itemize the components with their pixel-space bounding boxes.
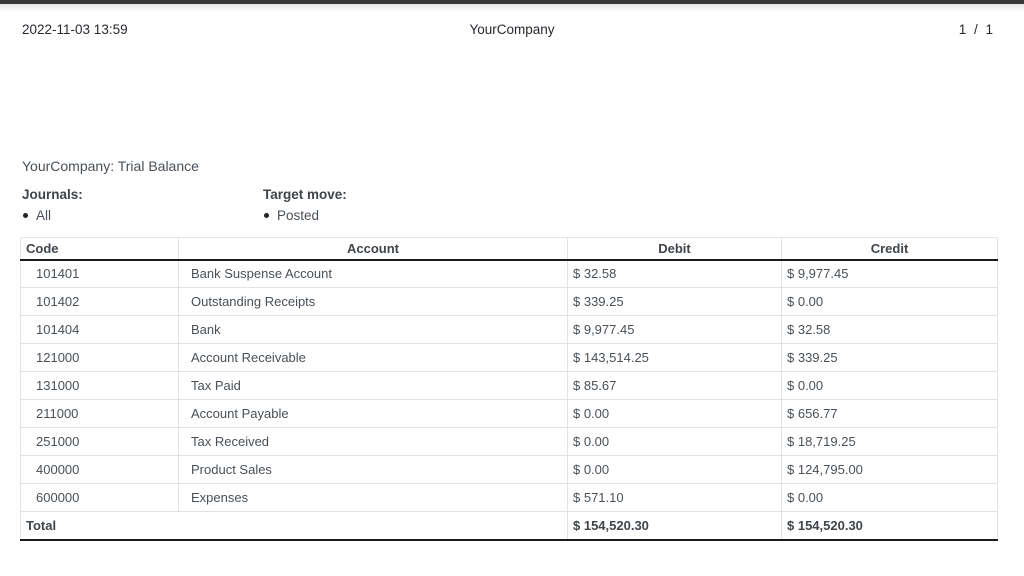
company-name-header: YourCompany xyxy=(469,22,555,37)
table-row xyxy=(21,260,998,288)
cell-code: 121000 xyxy=(21,344,179,372)
journals-filter xyxy=(22,187,263,223)
journals-value: All xyxy=(36,208,52,223)
table-row xyxy=(21,316,998,344)
report-print-datetime: 2022-11-03 13:59 xyxy=(22,22,128,37)
table-row xyxy=(21,456,998,484)
viewport-top-bar-shadow xyxy=(0,4,1024,12)
cell-account: Product Sales xyxy=(179,456,568,484)
table-header-row xyxy=(21,238,998,260)
cell-account: Outstanding Receipts xyxy=(179,288,568,316)
cell-account: Bank Suspense Account xyxy=(179,260,568,288)
cell-code: 400000 xyxy=(21,456,179,484)
report-filters xyxy=(0,187,1024,223)
cell-debit: $ 85.67 xyxy=(568,372,782,400)
cell-debit: $ 32.58 xyxy=(568,260,782,288)
cell-credit: $ 32.58 xyxy=(782,316,998,344)
total-debit: $ 154,520.30 xyxy=(568,512,782,540)
total-label: Total xyxy=(21,512,568,540)
total-row xyxy=(21,512,998,540)
column-header-credit: Credit xyxy=(782,238,998,260)
cell-account: Account Receivable xyxy=(179,344,568,372)
cell-credit: $ 656.77 xyxy=(782,400,998,428)
journals-label: Journals: xyxy=(22,187,83,202)
cell-debit: $ 9,977.45 xyxy=(568,316,782,344)
cell-code: 101404 xyxy=(21,316,179,344)
column-header-account: Account xyxy=(179,238,568,260)
table-row xyxy=(21,484,998,512)
cell-account: Tax Paid xyxy=(179,372,568,400)
table-row xyxy=(21,372,998,400)
target-move-filter xyxy=(263,187,347,223)
table-row xyxy=(21,344,998,372)
cell-credit: $ 339.25 xyxy=(782,344,998,372)
total-credit: $ 154,520.30 xyxy=(782,512,998,540)
target-move-label: Target move: xyxy=(263,187,347,202)
cell-credit: $ 0.00 xyxy=(782,288,998,316)
report-title: YourCompany: Trial Balance xyxy=(22,158,199,174)
cell-account: Account Payable xyxy=(179,400,568,428)
cell-credit: $ 124,795.00 xyxy=(782,456,998,484)
target-move-value: Posted xyxy=(277,208,320,223)
cell-code: 131000 xyxy=(21,372,179,400)
table-header xyxy=(21,238,998,260)
bullet-icon xyxy=(264,213,269,218)
cell-credit: $ 0.00 xyxy=(782,484,998,512)
cell-credit: $ 0.00 xyxy=(782,372,998,400)
table-row xyxy=(21,288,998,316)
cell-debit: $ 339.25 xyxy=(568,288,782,316)
cell-debit: $ 0.00 xyxy=(568,400,782,428)
column-header-debit: Debit xyxy=(568,238,782,260)
bullet-icon xyxy=(23,213,28,218)
page-number-indicator: 1 / 1 xyxy=(958,22,995,37)
cell-code: 101402 xyxy=(21,288,179,316)
cell-code: 600000 xyxy=(21,484,179,512)
cell-account: Expenses xyxy=(179,484,568,512)
trial-balance-table xyxy=(20,237,998,541)
cell-debit: $ 143,514.25 xyxy=(568,344,782,372)
cell-code: 101401 xyxy=(21,260,179,288)
cell-debit: $ 571.10 xyxy=(568,484,782,512)
table-row xyxy=(21,428,998,456)
cell-account: Bank xyxy=(179,316,568,344)
cell-account: Tax Received xyxy=(179,428,568,456)
cell-code: 251000 xyxy=(21,428,179,456)
cell-credit: $ 9,977.45 xyxy=(782,260,998,288)
journals-value-item xyxy=(22,208,263,223)
cell-debit: $ 0.00 xyxy=(568,456,782,484)
page-header xyxy=(0,22,1024,48)
table-row xyxy=(21,400,998,428)
cell-code: 211000 xyxy=(21,400,179,428)
target-move-value-item xyxy=(263,208,347,223)
cell-debit: $ 0.00 xyxy=(568,428,782,456)
table-body xyxy=(21,260,998,512)
cell-credit: $ 18,719.25 xyxy=(782,428,998,456)
column-header-code: Code xyxy=(21,238,179,260)
table-footer xyxy=(21,512,998,540)
